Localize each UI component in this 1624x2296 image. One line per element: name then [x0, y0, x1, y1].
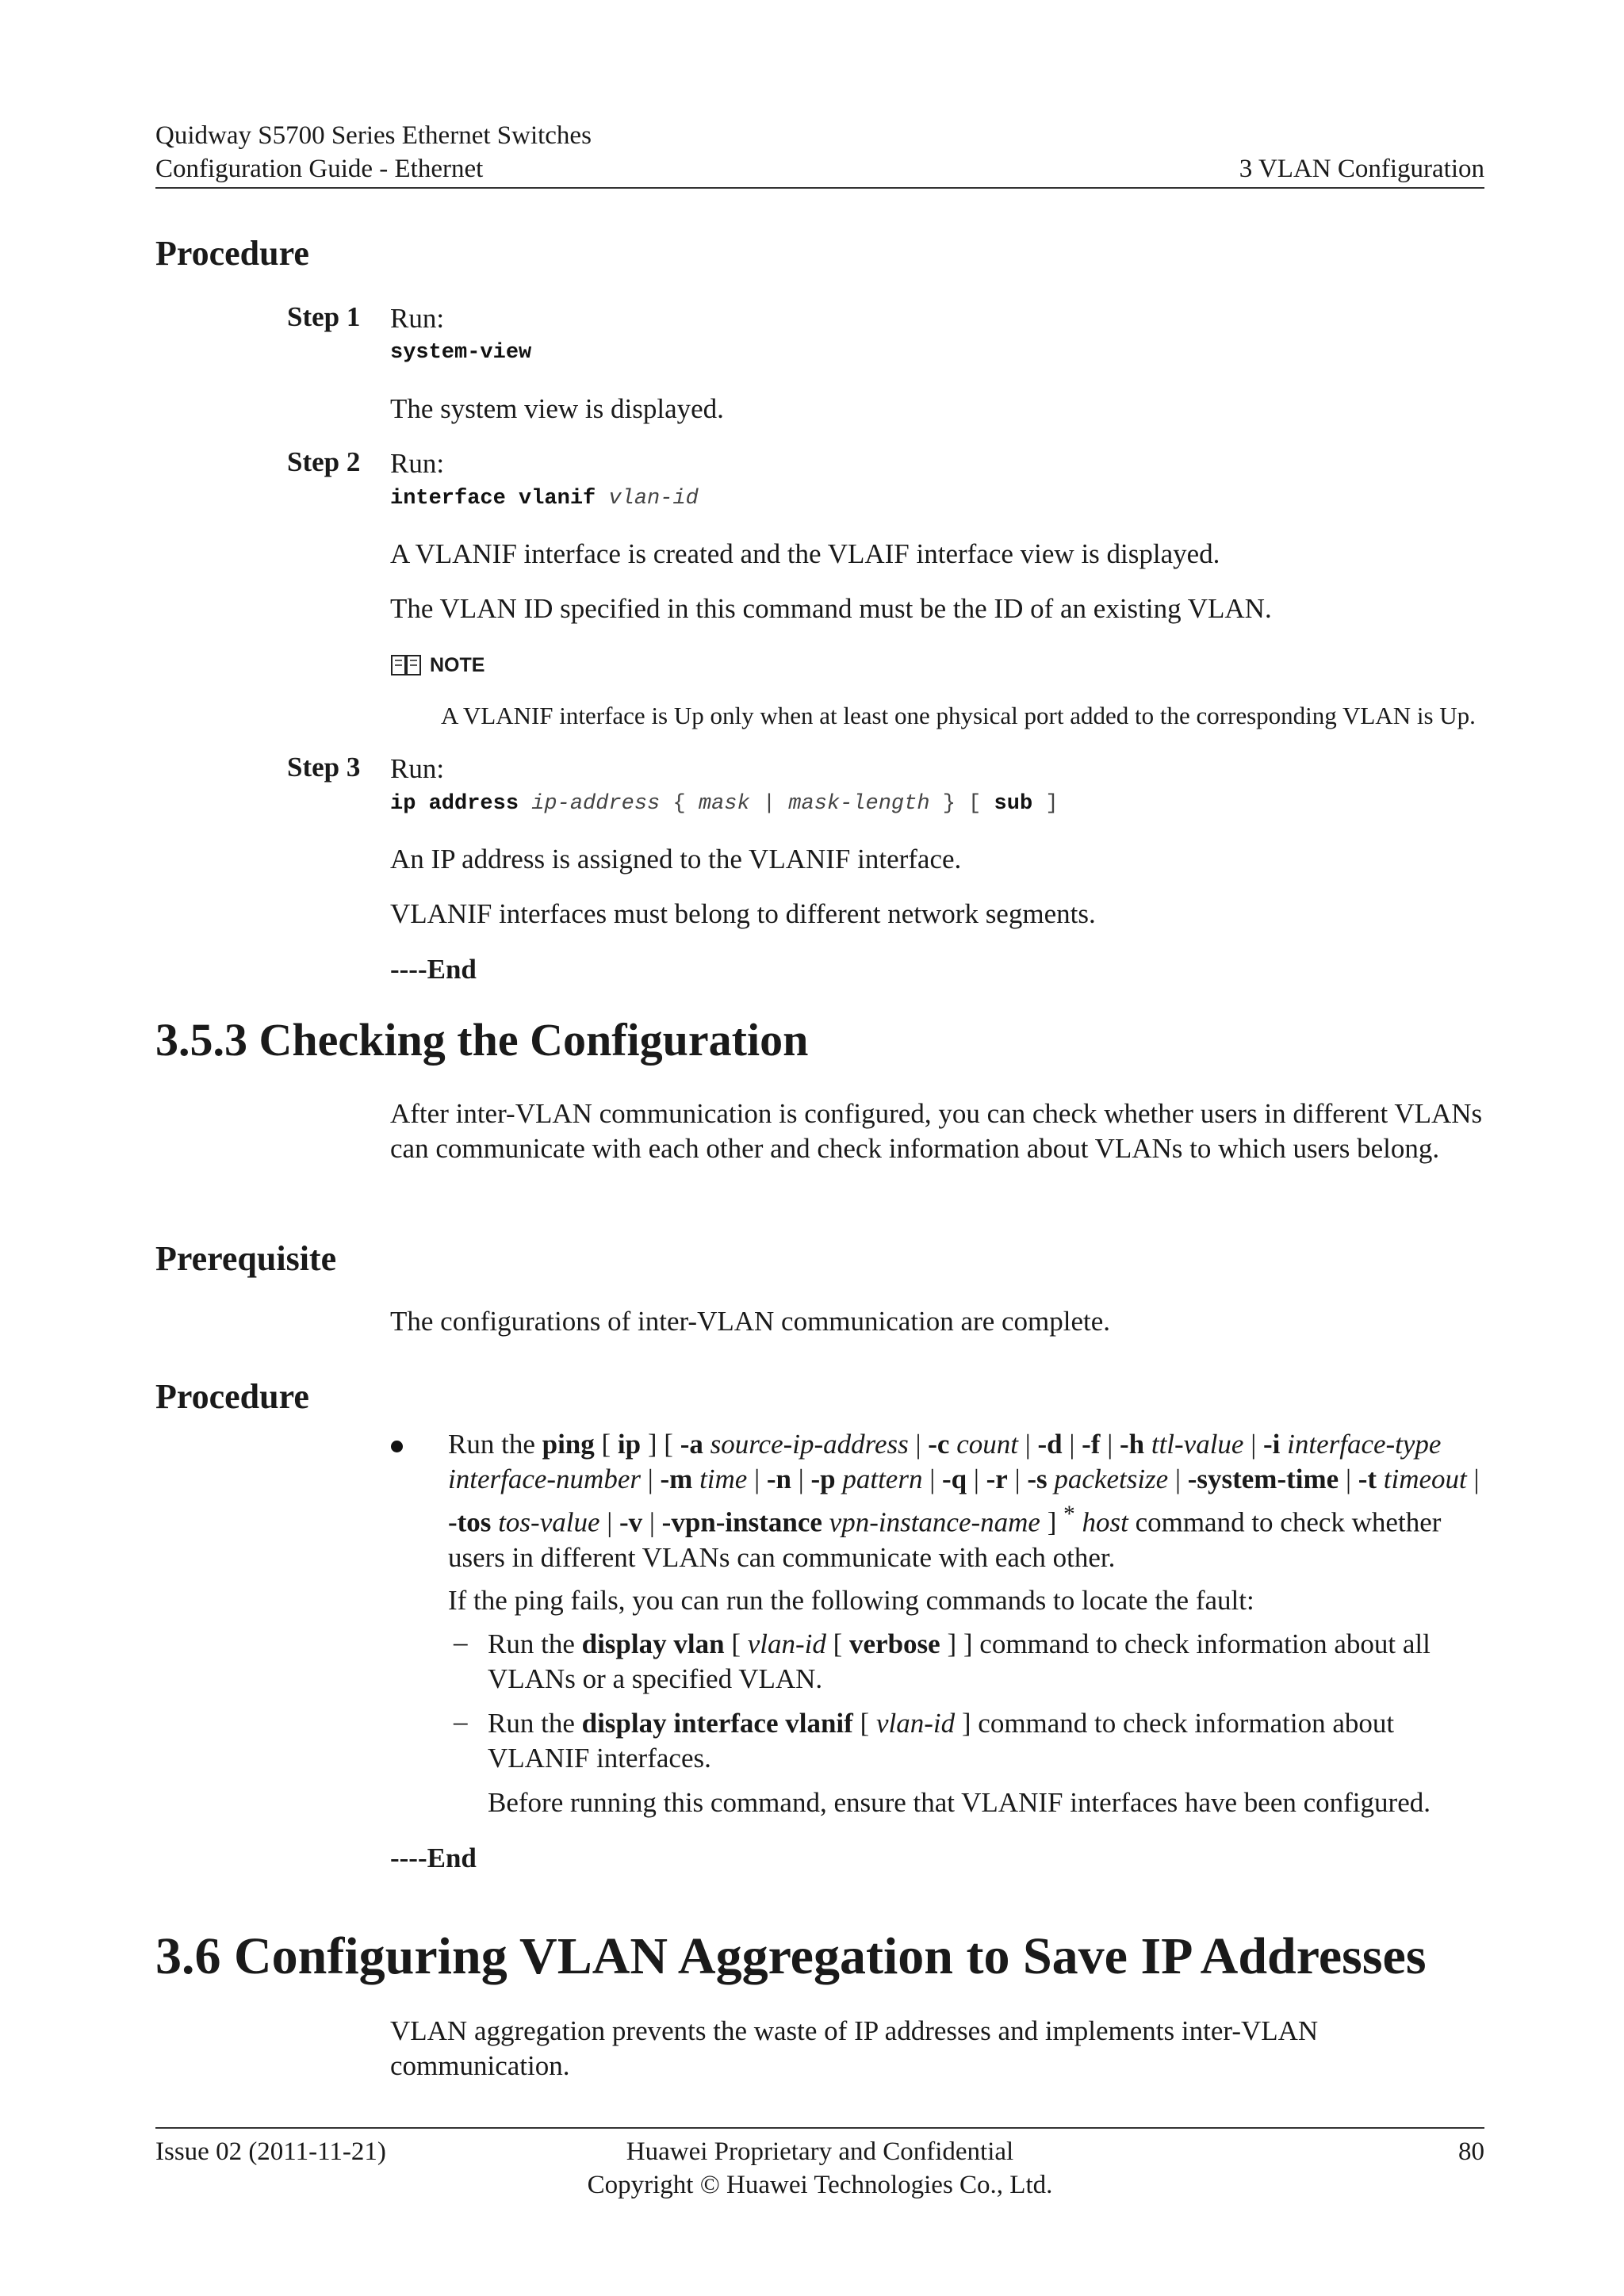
prerequisite-text: The configurations of inter-VLAN communication are complete.	[390, 1306, 1111, 1337]
procedure-end-marker-2: ----End	[390, 1843, 477, 1873]
note-text: A VLANIF interface is Up only when at least one physical port added to the corresponding VLAN is Up.	[441, 702, 1476, 729]
footer-confidential: Huawei Proprietary and Confidential	[626, 2137, 1014, 2166]
procedure-heading: Procedure	[155, 234, 309, 273]
ping-command-description: Run the ping [ ip ] [ -a source-ip-address | -c count | -d | -f | -h ttl-value | -i interface-type interface-number | -m time | -n | -p pattern | -q | -r | -s packetsize | -system-time | -t timeout | -tos tos-value | -v | -vpn-instance vpn-instance-name ] * host command to check whether users in different VLANs can communicate with each other.	[448, 1429, 1480, 1573]
step-3-run: Run:	[390, 753, 445, 784]
prerequisite-heading: Prerequisite	[155, 1239, 337, 1278]
step-3-desc-2: VLANIF interfaces must belong to different network segments.	[390, 898, 1096, 929]
bullet-icon	[391, 1441, 403, 1452]
command-keyword: system-view	[390, 341, 532, 365]
display-vlan-tail: command to check information about all VLANs or a specified VLAN.	[488, 1628, 1431, 1694]
display-vlanif-tail: command to check information about VLANIF interfaces.	[488, 1708, 1395, 1774]
book-icon	[390, 652, 422, 678]
dash-icon: –	[454, 1627, 468, 1658]
step-1-run: Run:	[390, 303, 445, 334]
header-guide: Configuration Guide - Ethernet	[155, 155, 484, 183]
dash-icon: –	[454, 1706, 468, 1737]
display-vlan-item: Run the display vlan [ vlan-id [ verbose ] ] command to check information about all VLANs or a specified VLAN.	[488, 1628, 1431, 1694]
step-3-label: Step 3	[287, 752, 361, 783]
footer-copyright: Copyright © Huawei Technologies Co., Ltd.	[587, 2171, 1053, 2199]
display-vlanif-extra: Before running this command, ensure that VLANIF interfaces have been configured.	[488, 1787, 1431, 1818]
step-2-run: Run:	[390, 448, 445, 479]
step-1-label: Step 1	[287, 301, 361, 332]
step-3-desc-1: An IP address is assigned to the VLANIF interface.	[390, 844, 962, 874]
procedure-heading-2: Procedure	[155, 1377, 309, 1416]
section-intro-3-6: VLAN aggregation prevents the waste of IP addresses and implements inter-VLAN communication.	[390, 2015, 1319, 2081]
ping-fail-text: If the ping fails, you can run the following commands to locate the fault:	[448, 1585, 1254, 1616]
step-2-desc-1: A VLANIF interface is created and the VLAIF interface view is displayed.	[390, 538, 1220, 569]
footer-page-number: 80	[1458, 2137, 1484, 2166]
page-footer	[155, 2127, 1484, 2202]
note-label: NOTE	[430, 653, 485, 676]
command-variable: vlan-id	[608, 487, 699, 511]
note-header	[390, 652, 485, 678]
step-1-desc: The system view is displayed.	[390, 393, 724, 424]
section-intro-3-5-3: After inter-VLAN communication is configured, you can check whether users in different VLANs can communicate with each other and check information about VLANs to which users belong.	[390, 1098, 1483, 1164]
step-2-label: Step 2	[287, 446, 361, 477]
header-product: Quidway S5700 Series Ethernet Switches	[155, 121, 592, 150]
step-2-desc-2: The VLAN ID specified in this command must be the ID of an existing VLAN.	[390, 593, 1272, 624]
display-interface-vlanif-item: Run the display interface vlanif [ vlan-id ] command to check information about VLANIF interfaces.	[488, 1708, 1395, 1774]
step-3-command: ip address ip-address { mask | mask-length } [ sub ]	[390, 792, 1059, 816]
section-heading-3-5-3: 3.5.3 Checking the Configuration	[155, 1014, 809, 1066]
header-chapter: 3 VLAN Configuration	[1239, 155, 1484, 183]
step-2-command	[390, 487, 699, 511]
procedure-end-marker: ----End	[390, 954, 477, 985]
section-heading-3-6: 3.6 Configuring VLAN Aggregation to Save IP Addresses	[155, 1927, 1427, 1985]
step-1-command	[390, 341, 531, 365]
footer-issue: Issue 02 (2011-11-21)	[155, 2137, 386, 2166]
command-keyword: interface vlanif	[390, 487, 596, 511]
page-header	[155, 119, 1484, 189]
